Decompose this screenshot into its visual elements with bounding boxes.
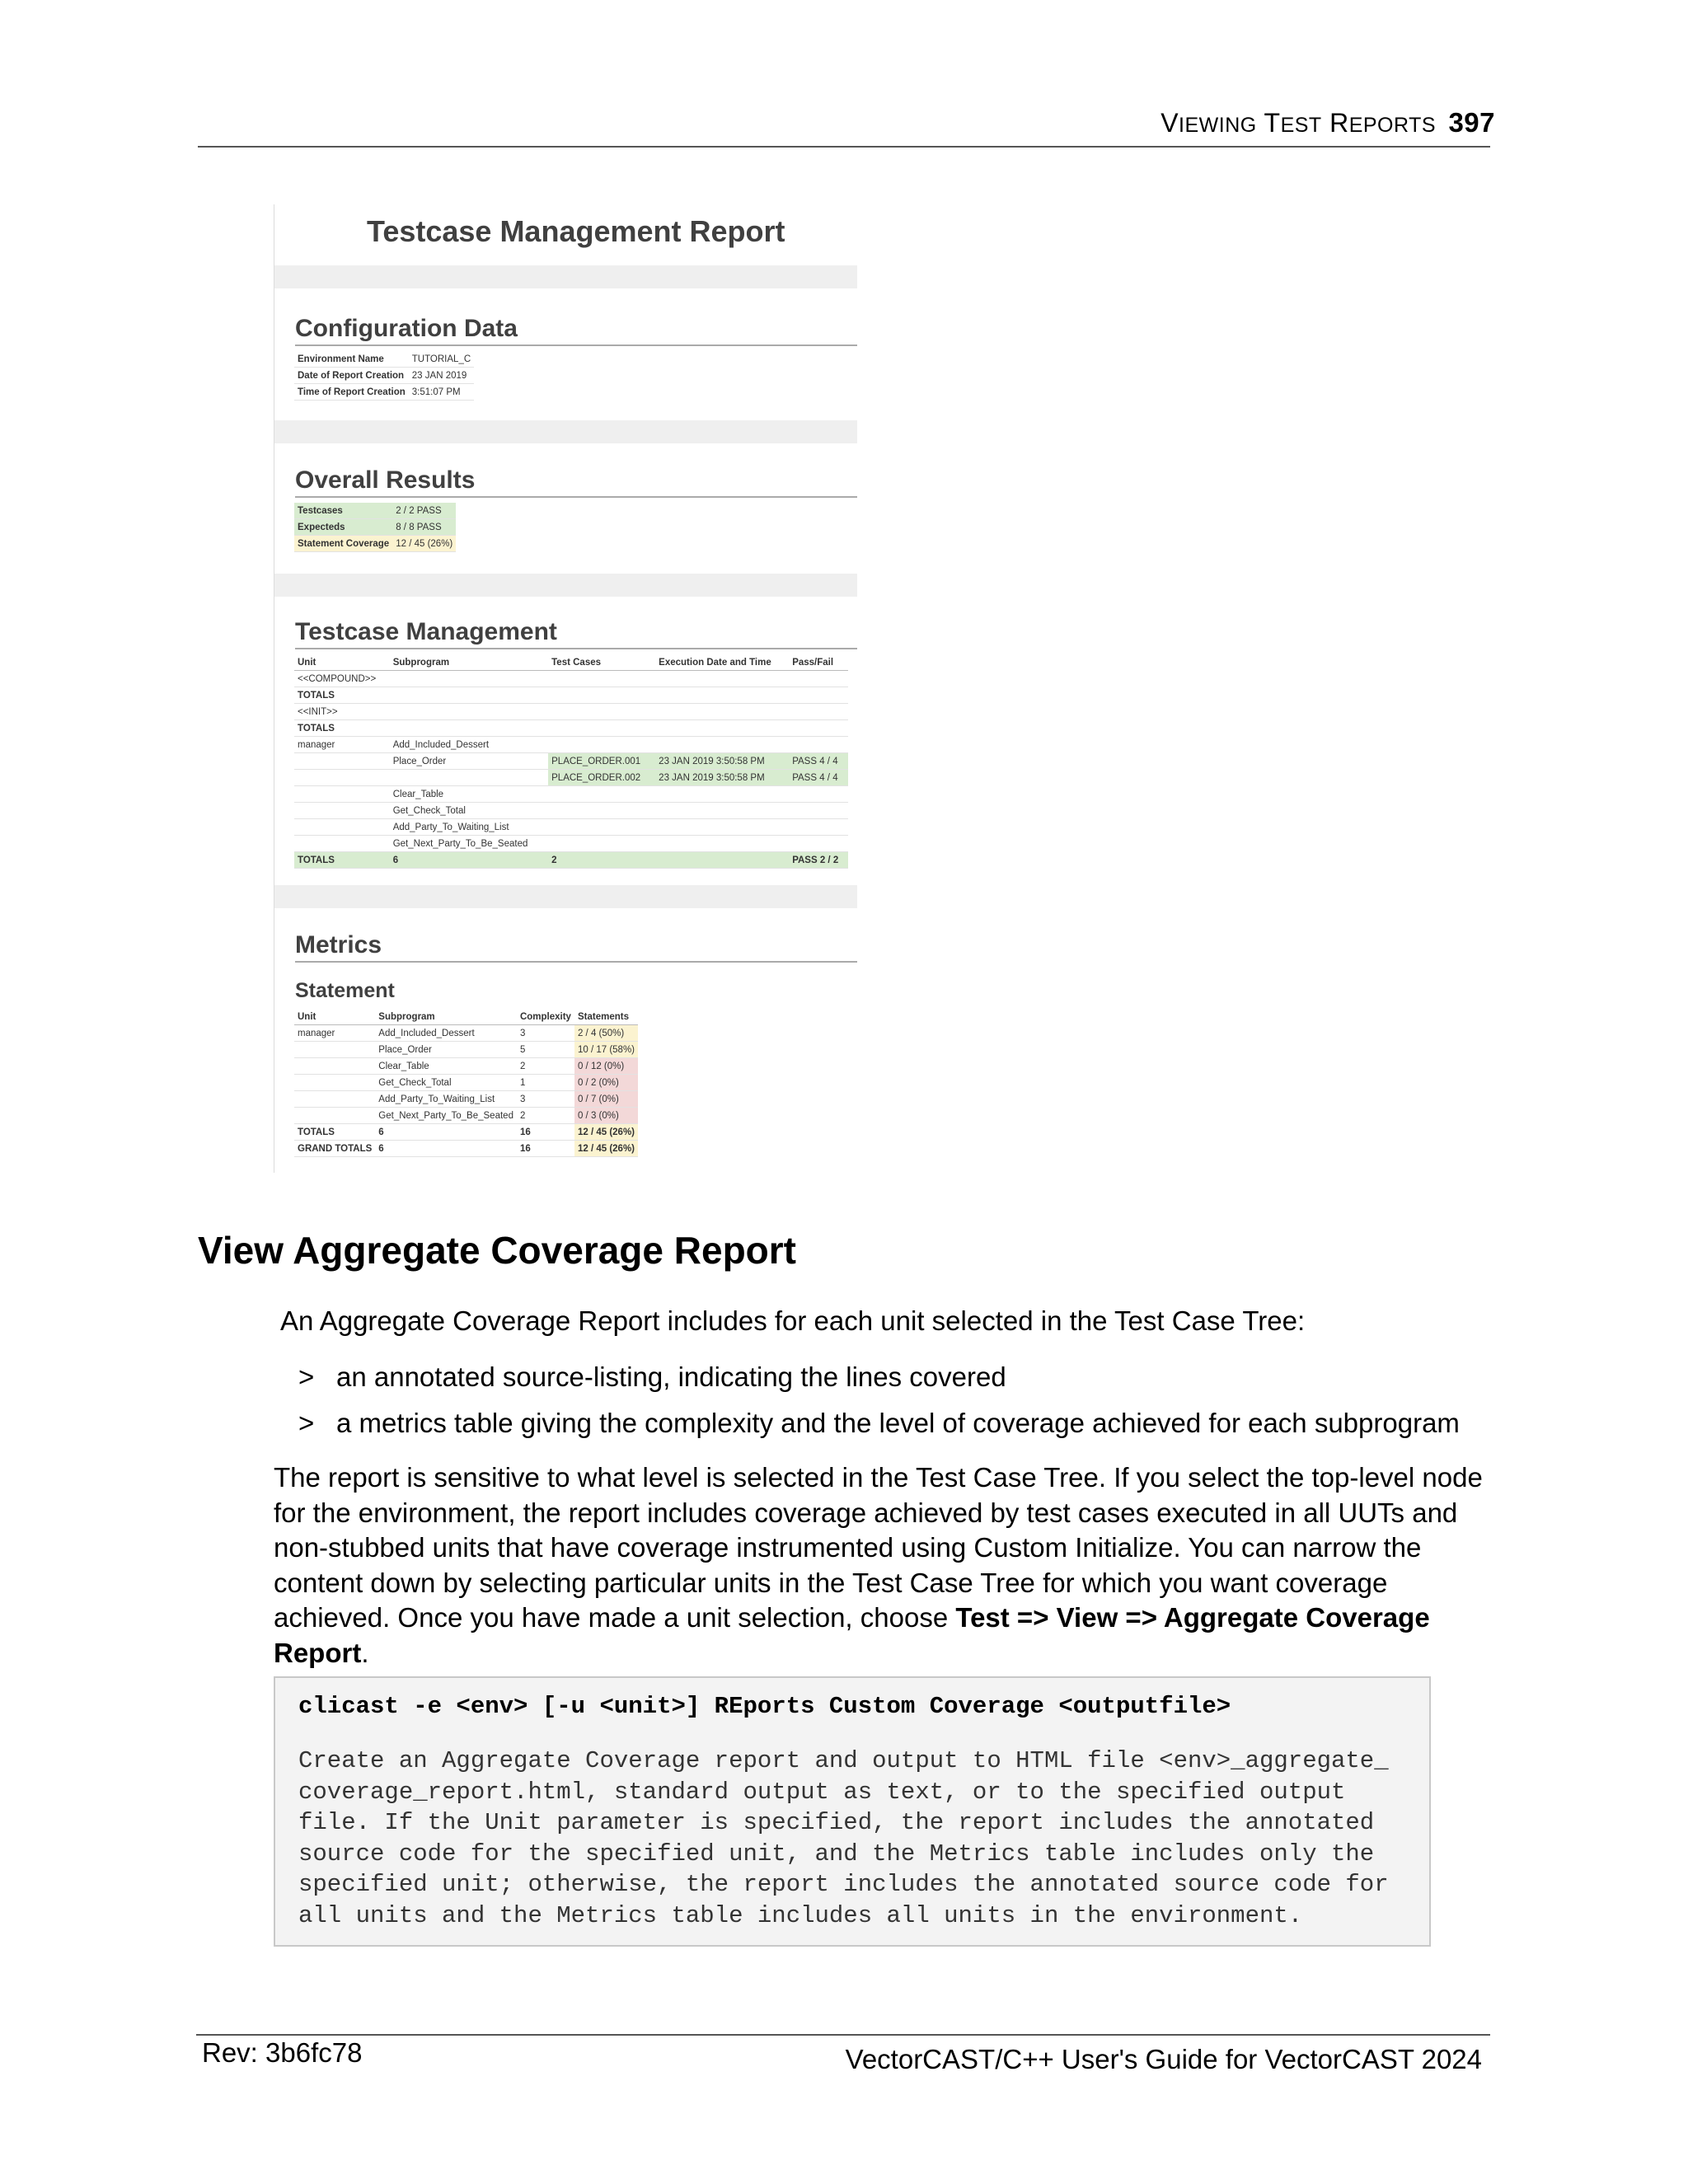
- revision-label: Rev: 3b6fc78: [202, 2037, 363, 2068]
- column-header: Unit: [294, 654, 390, 671]
- table-cell: 0 / 12 (0%): [574, 1058, 638, 1075]
- table-cell: PASS 4 / 4: [789, 770, 848, 786]
- statement-subheading: Statement: [295, 979, 395, 1002]
- table-cell: [655, 720, 789, 737]
- section-rule: [295, 648, 857, 649]
- table-cell: [789, 720, 848, 737]
- row-label: Environment Name: [294, 351, 409, 368]
- testcase-mgmt-heading: Testcase Management: [295, 618, 557, 645]
- table-cell: 5: [517, 1042, 574, 1058]
- table-cell: 0 / 2 (0%): [574, 1075, 638, 1091]
- header-est: EST: [1280, 114, 1322, 137]
- column-header: Subprogram: [390, 654, 548, 671]
- table-cell: GRAND TOTALS: [294, 1141, 375, 1157]
- table-cell: [548, 704, 655, 720]
- table-cell: 12 / 45 (26%): [574, 1124, 638, 1141]
- testcase-management-table: [294, 654, 848, 869]
- row-value: TUTORIAL_C: [409, 351, 474, 368]
- table-cell: manager: [294, 737, 390, 753]
- table-cell: [294, 1091, 375, 1108]
- bullet-text: an annotated source-listing, indicating the lines covered: [336, 1361, 1006, 1392]
- table-cell: 1: [517, 1075, 574, 1091]
- table-cell: Add_Included_Dessert: [375, 1025, 517, 1042]
- table-cell: <<INIT>>: [294, 704, 390, 720]
- table-cell: [655, 737, 789, 753]
- table-cell: 23 JAN 2019 3:50:58 PM: [655, 770, 789, 786]
- table-row: [294, 503, 456, 519]
- table-row: [294, 671, 848, 687]
- table-cell: Clear_Table: [375, 1058, 517, 1075]
- table-cell: Place_Order: [375, 1042, 517, 1058]
- table-row: [294, 803, 848, 819]
- table-cell: 2: [517, 1058, 574, 1075]
- section-rule: [295, 961, 857, 963]
- row-value: 23 JAN 2019: [409, 368, 474, 384]
- column-header: Statements: [574, 1009, 638, 1025]
- row-label: Statement Coverage: [294, 536, 392, 552]
- row-label: Testcases: [294, 503, 392, 519]
- table-cell: [655, 819, 789, 836]
- table-cell: [390, 720, 548, 737]
- report-title: Testcase Management Report: [367, 214, 785, 248]
- section-heading: View Aggregate Coverage Report: [198, 1229, 796, 1272]
- table-cell: 2: [548, 852, 655, 869]
- divider-band: [274, 574, 857, 597]
- table-cell: [390, 704, 548, 720]
- table-cell: [789, 737, 848, 753]
- section-rule: [295, 496, 857, 498]
- report-screenshot: [274, 204, 858, 1173]
- config-heading: Configuration Data: [295, 315, 518, 342]
- table-cell: <<COMPOUND>>: [294, 671, 390, 687]
- table-cell: [548, 786, 655, 803]
- table-cell: [548, 803, 655, 819]
- row-label: Date of Report Creation: [294, 368, 409, 384]
- table-cell: TOTALS: [294, 687, 390, 704]
- table-cell: [789, 836, 848, 852]
- metrics-heading: Metrics: [295, 931, 382, 958]
- table-row: [294, 1058, 638, 1075]
- menu-path: Test => View => Aggregate Coverage Report: [274, 1602, 1430, 1668]
- table-cell: Add_Included_Dessert: [390, 737, 548, 753]
- table-cell: Add_Party_To_Waiting_List: [390, 819, 548, 836]
- table-cell: PASS 2 / 2: [789, 852, 848, 869]
- guide-title: VectorCAST/C++ User's Guide for VectorCAST 2024: [845, 2044, 1482, 2074]
- table-cell: Get_Next_Party_To_Be_Seated: [390, 836, 548, 852]
- table-cell: 16: [517, 1141, 574, 1157]
- table-cell: PLACE_ORDER.002: [548, 770, 655, 786]
- table-cell: Place_Order: [390, 753, 548, 770]
- header-v: V: [1160, 108, 1179, 138]
- bullet-text: a metrics table giving the complexity and the level of coverage achieved for each subprogram: [336, 1408, 1460, 1438]
- divider-band: [274, 420, 857, 443]
- table-cell: manager: [294, 1025, 375, 1042]
- column-header: Complexity: [517, 1009, 574, 1025]
- table-cell: [548, 819, 655, 836]
- table-cell: [789, 819, 848, 836]
- overall-heading: Overall Results: [295, 466, 476, 494]
- table-cell: Clear_Table: [390, 786, 548, 803]
- column-header: Test Cases: [548, 654, 655, 671]
- table-row: [294, 1025, 638, 1042]
- table-cell: [548, 836, 655, 852]
- table-row: [294, 687, 848, 704]
- command-description: Create an Aggregate Coverage report and output to HTML file <env>_aggregate_ coverage_report.html, standard output as text, or to the specified output file. If the Unit parameter is specified, the report includes the annotated source code for the specified unit, and the Metrics table includes only the specified unit; otherwise, the report includes the annotated source code for all units and the Metrics table includes all units in the environment.: [298, 1747, 1389, 1929]
- table-cell: [294, 1058, 375, 1075]
- table-cell: 0 / 3 (0%): [574, 1108, 638, 1124]
- table-cell: 2 / 4 (50%): [574, 1025, 638, 1042]
- table-cell: [655, 704, 789, 720]
- page-header: [1160, 107, 1495, 138]
- table-cell: [548, 737, 655, 753]
- row-label: Time of Report Creation: [294, 384, 409, 401]
- table-cell: [655, 671, 789, 687]
- metrics-table: [294, 1009, 638, 1157]
- page-number: 397: [1448, 107, 1495, 138]
- table-cell: TOTALS: [294, 720, 390, 737]
- table-row: [294, 836, 848, 852]
- bullet-marker: >: [298, 1361, 315, 1392]
- table-cell: [789, 704, 848, 720]
- table-row: [294, 770, 848, 786]
- table-cell: [655, 836, 789, 852]
- list-item: [298, 1361, 1006, 1393]
- table-cell: 2: [517, 1108, 574, 1124]
- row-value: 8 / 8 PASS: [392, 519, 456, 536]
- table-row: [294, 536, 456, 552]
- table-cell: [294, 1108, 375, 1124]
- table-cell: Add_Party_To_Waiting_List: [375, 1091, 517, 1108]
- header-rule: [198, 146, 1490, 148]
- table-header-row: [294, 654, 848, 671]
- table-cell: 6: [375, 1124, 517, 1141]
- table-cell: 3: [517, 1091, 574, 1108]
- row-label: Expecteds: [294, 519, 392, 536]
- column-header: Subprogram: [375, 1009, 517, 1025]
- table-row: [294, 519, 456, 536]
- table-row: [294, 351, 474, 368]
- table-cell: Get_Check_Total: [390, 803, 548, 819]
- table-row: [294, 852, 848, 869]
- table-cell: PASS 4 / 4: [789, 753, 848, 770]
- table-cell: 0 / 7 (0%): [574, 1091, 638, 1108]
- table-row: [294, 1075, 638, 1091]
- footer-rule: [196, 2034, 1490, 2036]
- intro-text: An Aggregate Coverage Report includes for each unit selected in the Test Case Tree:: [280, 1305, 1306, 1336]
- table-cell: [548, 720, 655, 737]
- table-cell: [294, 819, 390, 836]
- table-cell: 10 / 17 (58%): [574, 1042, 638, 1058]
- overall-results-table: [294, 503, 456, 552]
- table-row: [294, 753, 848, 770]
- table-row: [294, 704, 848, 720]
- table-row: [294, 786, 848, 803]
- table-row: [294, 737, 848, 753]
- table-row: [294, 1141, 638, 1157]
- command-box: [274, 1676, 1431, 1947]
- table-cell: [294, 836, 390, 852]
- table-cell: 6: [390, 852, 548, 869]
- table-cell: [655, 687, 789, 704]
- config-table: [294, 351, 474, 401]
- divider-band: [274, 885, 857, 908]
- table-cell: [294, 1042, 375, 1058]
- table-cell: TOTALS: [294, 852, 390, 869]
- body-paragraph: [274, 1460, 1502, 1671]
- table-row: [294, 1124, 638, 1141]
- column-header: Pass/Fail: [789, 654, 848, 671]
- row-value: 3:51:07 PM: [409, 384, 474, 401]
- table-cell: [390, 770, 548, 786]
- table-cell: [294, 803, 390, 819]
- column-header: Unit: [294, 1009, 375, 1025]
- table-cell: [655, 786, 789, 803]
- table-cell: [548, 687, 655, 704]
- table-cell: TOTALS: [294, 1124, 375, 1141]
- header-r: R: [1329, 108, 1349, 138]
- paragraph-text: The report is sensitive to what level is selected in the Test Case Tree. If you select the top-level node for the environment, the report includes coverage achieved by test cases executed in all UUTs and non-stubbed units that have coverage instrumented using Custom Initialize. You can narrow the content down by selecting particular units in the Test Case Tree for which you want coverage achieved. Once you have made a unit selection, choose: [274, 1462, 1483, 1633]
- header-eports: EPORTS: [1348, 114, 1437, 137]
- row-value: 12 / 45 (26%): [392, 536, 456, 552]
- table-cell: [390, 687, 548, 704]
- table-cell: 3: [517, 1025, 574, 1042]
- table-cell: 6: [375, 1141, 517, 1157]
- table-cell: [655, 852, 789, 869]
- header-iewing: IEWING: [1179, 114, 1257, 137]
- column-header: Execution Date and Time: [655, 654, 789, 671]
- divider-band: [274, 265, 857, 288]
- table-cell: [789, 687, 848, 704]
- table-cell: [294, 753, 390, 770]
- table-cell: Get_Next_Party_To_Be_Seated: [375, 1108, 517, 1124]
- table-row: [294, 384, 474, 401]
- table-cell: Get_Check_Total: [375, 1075, 517, 1091]
- paragraph-end: .: [361, 1637, 369, 1668]
- list-item: [298, 1408, 1460, 1439]
- table-cell: [789, 786, 848, 803]
- table-cell: [789, 671, 848, 687]
- bullet-marker: >: [298, 1408, 315, 1438]
- header-t: T: [1264, 108, 1281, 138]
- table-row: [294, 720, 848, 737]
- table-cell: [390, 671, 548, 687]
- table-header-row: [294, 1009, 638, 1025]
- table-row: [294, 1042, 638, 1058]
- table-row: [294, 819, 848, 836]
- table-cell: 23 JAN 2019 3:50:58 PM: [655, 753, 789, 770]
- table-cell: [294, 770, 390, 786]
- section-rule: [295, 344, 857, 346]
- table-cell: 12 / 45 (26%): [574, 1141, 638, 1157]
- table-cell: [294, 786, 390, 803]
- row-value: 2 / 2 PASS: [392, 503, 456, 519]
- table-cell: [789, 803, 848, 819]
- table-cell: [655, 803, 789, 819]
- table-row: [294, 1091, 638, 1108]
- clicast-command: clicast -e <env> [-u <unit>] REports Custom Coverage <outputfile>: [298, 1693, 1231, 1720]
- table-row: [294, 1108, 638, 1124]
- table-cell: [548, 671, 655, 687]
- table-cell: [294, 1075, 375, 1091]
- table-cell: PLACE_ORDER.001: [548, 753, 655, 770]
- table-row: [294, 368, 474, 384]
- table-cell: 16: [517, 1124, 574, 1141]
